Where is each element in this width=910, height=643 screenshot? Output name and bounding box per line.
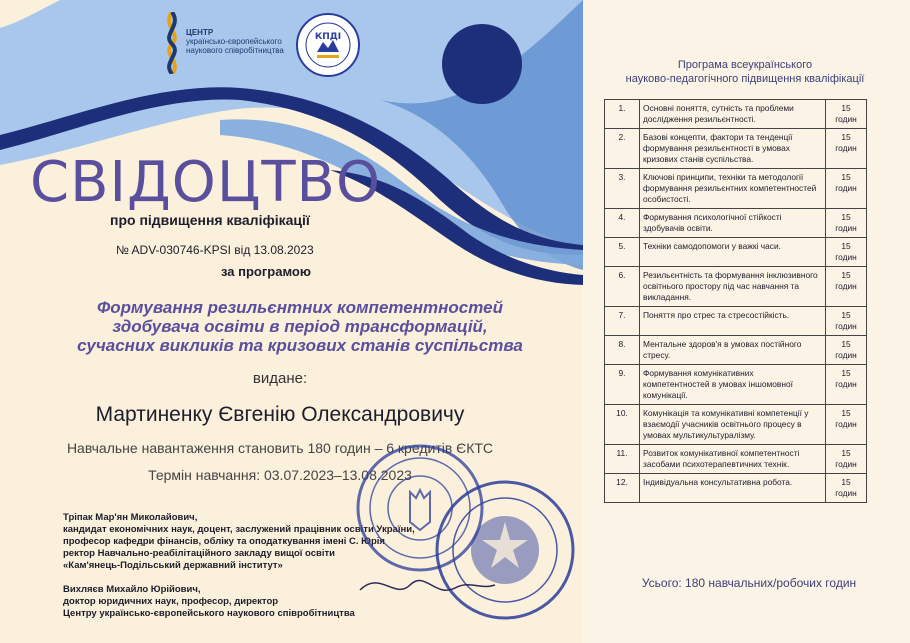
row-number: 11. xyxy=(605,445,640,474)
row-number: 7. xyxy=(605,307,640,336)
by-program-label: за програмою xyxy=(221,264,311,279)
row-hours-value: 15 xyxy=(841,103,851,113)
row-number: 10. xyxy=(605,405,640,445)
row-hours xyxy=(826,405,867,445)
row-hours-unit: годин xyxy=(835,183,857,193)
row-hours xyxy=(826,209,867,238)
center-logo xyxy=(160,10,285,80)
row-topic: Ключові принципи, техніки та методології формування резильєнтних компетентностей особистості. xyxy=(640,169,826,209)
center-logo-line2: українсько-європейського xyxy=(186,37,282,46)
row-hours-value: 15 xyxy=(841,310,851,320)
row-topic: Резильєнтність та формування інклюзивного освітнього простору під час навчання та викладання. xyxy=(640,267,826,307)
row-hours-unit: годин xyxy=(835,419,857,429)
program-line-3: сучасних викликів та кризових станів суспільства xyxy=(77,336,523,355)
row-hours-unit: годин xyxy=(835,281,857,291)
kpdi-seal-text: КПДІ xyxy=(314,32,342,42)
decorative-circle xyxy=(442,24,522,104)
row-number: 3. xyxy=(605,169,640,209)
row-number: 8. xyxy=(605,336,640,365)
row-topic: Ментальне здоров'я в умовах постійного стресу. xyxy=(640,336,826,365)
certificate-title: СВІДОЦТВО xyxy=(30,150,382,215)
center-logo-icon xyxy=(160,12,184,74)
row-hours xyxy=(826,129,867,169)
row-hours xyxy=(826,365,867,405)
certificate-number: № ADV-030746-KPSI від 13.08.2023 xyxy=(116,243,314,257)
row-hours xyxy=(826,169,867,209)
row-topic: Поняття про стрес та стресостійкість. xyxy=(640,307,826,336)
program-line-1: Формування резильєнтних компетентностей xyxy=(97,298,503,317)
center-logo-line1: ЦЕНТР xyxy=(186,28,214,37)
row-hours-unit: годин xyxy=(835,379,857,389)
center-stamp xyxy=(437,482,573,618)
official-stamps xyxy=(340,440,583,643)
row-hours-value: 15 xyxy=(841,270,851,280)
row-topic: Базові концепти, фактори та тенденції формування резильєнтності в умовах кризових станів суспільства. xyxy=(640,129,826,169)
row-number: 6. xyxy=(605,267,640,307)
signature-mark xyxy=(360,580,495,590)
row-hours-unit: годин xyxy=(835,143,857,153)
signatory-rector-line: «Кам'янець-Подільський державний інститут» xyxy=(63,560,283,571)
row-hours xyxy=(826,445,867,474)
kpdi-seal-logo xyxy=(295,12,361,78)
row-number: 9. xyxy=(605,365,640,405)
study-load: Навчальне навантаження становить 180 годин – 6 кредитів ЄКТС xyxy=(66,440,494,456)
program-table-row xyxy=(605,169,867,209)
row-hours xyxy=(826,238,867,267)
program-table-row xyxy=(605,267,867,307)
row-number: 4. xyxy=(605,209,640,238)
institute-stamp xyxy=(358,446,482,570)
row-hours-unit: годин xyxy=(835,488,857,498)
row-hours-value: 15 xyxy=(841,408,851,418)
program-table-row xyxy=(605,365,867,405)
row-hours-value: 15 xyxy=(841,477,851,487)
row-hours xyxy=(826,100,867,129)
program-table-title xyxy=(600,58,890,86)
program-table-title-line2: науково-педагогічного підвищення кваліфікації xyxy=(625,73,865,85)
row-number: 2. xyxy=(605,129,640,169)
row-hours-value: 15 xyxy=(841,132,851,142)
signatory-director-line: доктор юридичних наук, професор, директор xyxy=(63,596,279,607)
program-table-row xyxy=(605,209,867,238)
program-table-row xyxy=(605,307,867,336)
signatory-rector-line: ректор Навчально-реабілітаційного закладу вищої освіти xyxy=(63,548,335,559)
signatory-director-line: Вихляєв Михайло Юрійович, xyxy=(63,584,201,595)
signatory-director xyxy=(63,584,355,620)
center-logo-text xyxy=(186,28,286,55)
certificate-subtitle: про підвищення кваліфікації xyxy=(110,212,310,228)
row-topic: Формування комунікативних компетентностей в умовах іншомовної комунікації. xyxy=(640,365,826,405)
row-hours-value: 15 xyxy=(841,368,851,378)
signatory-director-line: Центру українсько-європейського наукового співробітництва xyxy=(63,608,355,619)
program-table-row xyxy=(605,336,867,365)
row-hours-unit: годин xyxy=(835,459,857,469)
program-line-2: здобувача освіти в період трансформацій, xyxy=(112,317,488,336)
center-logo-line3: наукового співробітництва xyxy=(186,46,284,55)
row-hours-unit: годин xyxy=(835,114,857,124)
row-number: 1. xyxy=(605,100,640,129)
row-hours xyxy=(826,267,867,307)
program-name xyxy=(40,298,560,355)
row-hours-value: 15 xyxy=(841,241,851,251)
row-number: 12. xyxy=(605,474,640,503)
program-total: Усього: 180 навчальних/робочих годин xyxy=(641,576,857,590)
signatory-rector-line: професор кафедри фінансів, обліку та оподаткування імені С. Юрія xyxy=(63,536,385,547)
program-table-row xyxy=(605,405,867,445)
program-table-row xyxy=(605,129,867,169)
program-table-title-line1: Програма всеукраїнського xyxy=(677,59,813,71)
issued-label: видане: xyxy=(252,370,308,387)
study-term: Термін навчання: 03.07.2023–13.08.2023 xyxy=(148,467,412,483)
row-topic: Основні поняття, сутність та проблеми дослідження резильєнтності. xyxy=(640,100,826,129)
row-number: 5. xyxy=(605,238,640,267)
row-hours xyxy=(826,336,867,365)
row-hours-value: 15 xyxy=(841,339,851,349)
row-hours-value: 15 xyxy=(841,448,851,458)
row-topic: Комунікація та комунікативні компетенції у взаємодії учасників освітнього процесу в умовах мультикультуралізму. xyxy=(640,405,826,445)
row-hours-unit: годин xyxy=(835,321,857,331)
row-topic: Формування психологічної стійкості здобувачів освіти. xyxy=(640,209,826,238)
program-table-row xyxy=(605,445,867,474)
program-table-row xyxy=(605,100,867,129)
program-table-row xyxy=(605,474,867,503)
signatory-rector-line: Тріпак Мар'ян Миколайович, xyxy=(63,512,198,523)
row-hours-value: 15 xyxy=(841,172,851,182)
row-hours-unit: годин xyxy=(835,350,857,360)
row-hours-unit: годин xyxy=(835,252,857,262)
row-topic: Техніки самодопомоги у важкі часи. xyxy=(640,238,826,267)
row-topic: Розвиток комунікативної компетентності засобами психотерапевтичних технік. xyxy=(640,445,826,474)
row-hours xyxy=(826,474,867,503)
row-hours-value: 15 xyxy=(841,212,851,222)
signatory-rector-line: кандидат економічних наук, доцент, заслужений працівник освіти України, xyxy=(63,524,415,535)
row-topic: Індивідуальна консультативна робота. xyxy=(640,474,826,503)
program-table xyxy=(604,99,867,503)
row-hours-unit: годин xyxy=(835,223,857,233)
row-hours xyxy=(826,307,867,336)
recipient-name: Мартиненку Євгенію Олександровичу xyxy=(95,403,465,426)
program-table-body xyxy=(605,100,867,503)
trident-icon xyxy=(410,490,430,530)
program-table-row xyxy=(605,238,867,267)
